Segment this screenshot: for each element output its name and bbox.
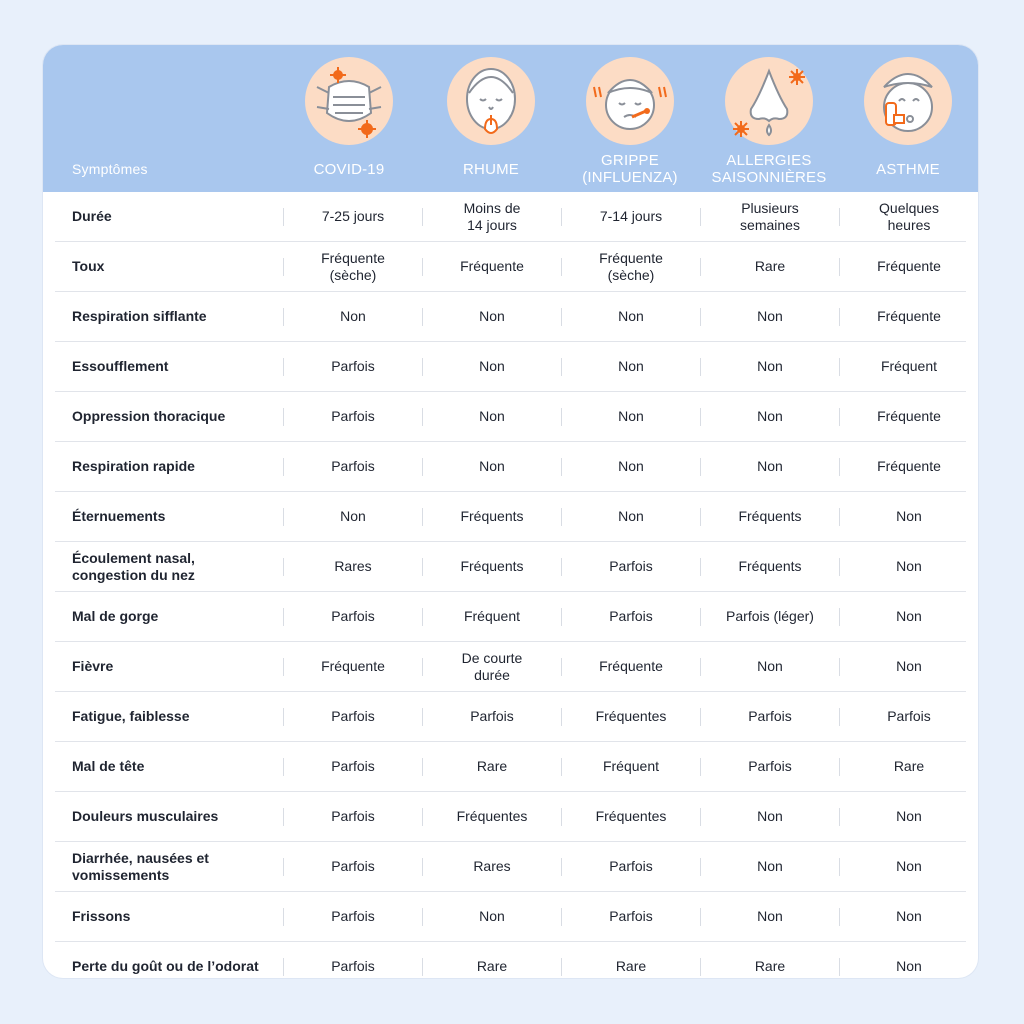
table-cell: Parfois [331, 908, 375, 924]
cold-face-icon [447, 57, 535, 145]
symptom-label: Éternuements [72, 508, 166, 524]
table-cell: Fréquente [877, 308, 941, 324]
table-row [55, 242, 966, 292]
table-cell: Non [896, 908, 922, 924]
table-cell: Non [618, 458, 644, 474]
table-cell: 7-25 jours [321, 208, 385, 224]
symptom-label: Frissons [72, 908, 131, 924]
table-cell: Parfois [331, 758, 375, 774]
table-row [55, 342, 966, 392]
symptom-label: Durée [72, 208, 112, 224]
nose-pollen-icon [725, 57, 813, 145]
table-cell: Fréquente [599, 658, 663, 674]
symptom-label: Respiration rapide [72, 458, 195, 474]
symptom-label: Mal de gorge [72, 608, 159, 624]
table-cell: Non [757, 858, 783, 874]
symptom-label: Perte du goût ou de l’odorat [72, 958, 259, 974]
table-row [55, 442, 966, 492]
table-cell: Fréquent [602, 758, 660, 774]
table-cell: Fréquente [877, 258, 941, 274]
table-cell: Non [618, 408, 644, 424]
table-cell: Rare [615, 958, 647, 974]
symptom-label: Douleurs musculaires [72, 808, 219, 824]
table-cell: Non [618, 358, 644, 374]
table-cell: Fréquents [460, 508, 524, 524]
table-cell: Fréquente [877, 408, 941, 424]
table-row [55, 742, 966, 792]
column-label-covid: COVID-19 [313, 161, 385, 178]
table-row [55, 942, 966, 978]
table-cell: Non [340, 508, 366, 524]
table-cell: Parfois [331, 708, 375, 724]
table-cell: Non [757, 658, 783, 674]
table-cell: Fréquentes [595, 808, 667, 824]
table-cell: Fréquents [738, 558, 802, 574]
table-cell: Rare [754, 258, 786, 274]
table-cell: Parfois [887, 708, 931, 724]
table-cell: Parfois [331, 608, 375, 624]
table-cell: Parfois [331, 958, 375, 974]
table-row [55, 642, 966, 692]
table-cell: Non [757, 458, 783, 474]
table-cell: Non [618, 308, 644, 324]
table-cell: Rare [476, 958, 508, 974]
table-cell: Rare [754, 958, 786, 974]
table-cell: Fréquente (sèche) [599, 249, 663, 283]
symptoms-comparison-table [43, 45, 978, 978]
table-cell: Non [479, 458, 505, 474]
table-cell: Parfois [609, 908, 653, 924]
symptom-label: Écoulement nasal, congestion du nez [72, 549, 195, 583]
symptom-label: Essoufflement [72, 358, 169, 374]
table-body [43, 192, 978, 978]
inhaler-face-icon [864, 57, 952, 145]
table-row [55, 842, 966, 892]
table-cell: Moins de 14 jours [463, 199, 521, 233]
fever-thermometer-face-icon [586, 57, 674, 145]
table-cell: Parfois [331, 358, 375, 374]
table-cell: Non [479, 908, 505, 924]
table-cell: Non [896, 958, 922, 974]
table-cell: Fréquents [738, 508, 802, 524]
table-row [55, 492, 966, 542]
table-cell: Non [757, 358, 783, 374]
table-cell: De courte durée [461, 649, 523, 683]
table-cell: Non [757, 908, 783, 924]
table-cell: Non [479, 408, 505, 424]
table-cell: Non [896, 558, 922, 574]
table-cell: Rare [893, 758, 925, 774]
table-cell: Non [757, 808, 783, 824]
table-cell: Parfois [609, 558, 653, 574]
table-cell: Rares [473, 858, 511, 874]
column-label-asthme: ASTHME [876, 161, 940, 178]
table-cell: Parfois [331, 858, 375, 874]
table-cell: Non [479, 308, 505, 324]
table-cell: Non [618, 508, 644, 524]
symptom-label: Respiration sifflante [72, 308, 207, 324]
table-header [43, 45, 978, 192]
table-cell: Parfois [331, 408, 375, 424]
symptoms-column-label: Symptômes [72, 161, 148, 177]
table-cell: Quelques heures [879, 199, 939, 233]
table-cell: Parfois [609, 608, 653, 624]
table-cell: Non [340, 308, 366, 324]
symptom-label: Diarrhée, nausées et vomissements [72, 849, 209, 883]
table-cell: Parfois (léger) [726, 608, 814, 624]
table-row [55, 692, 966, 742]
table-cell: Non [757, 308, 783, 324]
table-row [55, 292, 966, 342]
table-cell: Non [896, 658, 922, 674]
symptom-label: Toux [72, 258, 105, 274]
table-cell: Non [757, 408, 783, 424]
table-cell: Fréquente [321, 658, 385, 674]
column-label-rhume: RHUME [463, 161, 519, 178]
table-cell: Parfois [609, 858, 653, 874]
table-row [55, 392, 966, 442]
table-cell: Fréquents [460, 558, 524, 574]
table-cell: 7-14 jours [599, 208, 663, 224]
table-cell: Non [896, 608, 922, 624]
table-row [55, 792, 966, 842]
table-cell: Rares [334, 558, 372, 574]
table-row [55, 592, 966, 642]
masked-face-virus-icon [305, 57, 393, 145]
table-cell: Parfois [748, 758, 792, 774]
table-cell: Fréquent [880, 358, 938, 374]
table-cell: Plusieurs semaines [740, 199, 800, 233]
symptom-label: Fatigue, faiblesse [72, 708, 190, 724]
table-cell: Fréquente (sèche) [321, 249, 385, 283]
symptom-label: Mal de tête [72, 758, 145, 774]
table-cell: Fréquent [463, 608, 521, 624]
table-row [55, 892, 966, 942]
table-row [55, 542, 966, 592]
table-cell: Non [479, 358, 505, 374]
table-cell: Non [896, 808, 922, 824]
table-cell: Non [896, 508, 922, 524]
column-label-allergies: ALLERGIES SAISONNIÈRES [711, 152, 827, 186]
table-cell: Parfois [470, 708, 514, 724]
table-row [55, 192, 966, 242]
symptom-label: Fièvre [72, 658, 114, 674]
table-cell: Fréquentes [595, 708, 667, 724]
symptom-label: Oppression thoracique [72, 408, 226, 424]
column-label-grippe: GRIPPE (INFLUENZA) [582, 152, 678, 186]
table-cell: Rare [476, 758, 508, 774]
table-cell: Fréquente [460, 258, 524, 274]
table-cell: Fréquente [877, 458, 941, 474]
table-cell: Parfois [748, 708, 792, 724]
table-cell: Parfois [331, 458, 375, 474]
table-cell: Non [896, 858, 922, 874]
table-cell: Fréquentes [456, 808, 528, 824]
table-cell: Parfois [331, 808, 375, 824]
